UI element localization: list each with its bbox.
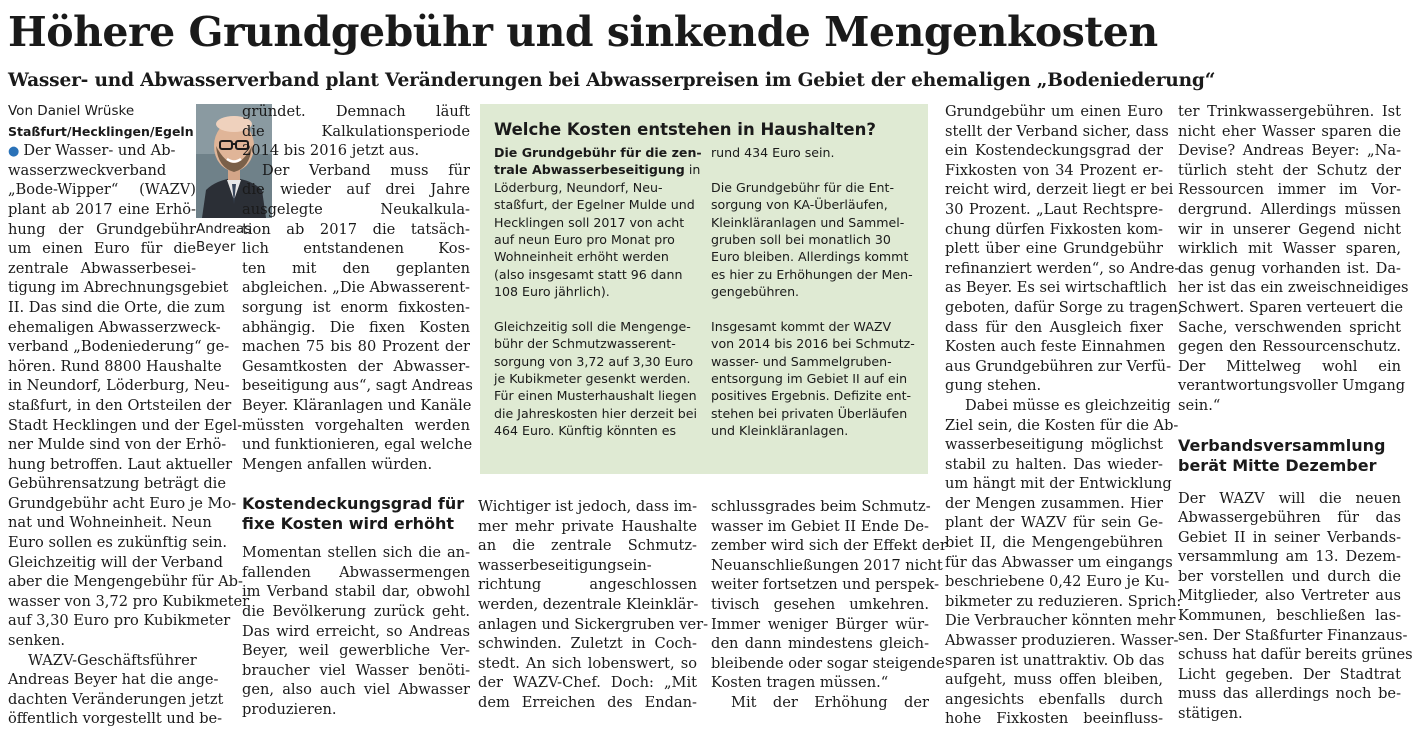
text-line: Sache, verschwenden spricht [1178, 318, 1401, 336]
text-line: Mengen anfallen würden. [242, 455, 433, 473]
text-line: Das wird erreicht, so Andreas [242, 622, 470, 640]
text-line: den dann mindestens gleich- [711, 635, 929, 653]
text-line: türlich steht der Schutz der [1178, 161, 1401, 179]
text-line: gengebühren. [711, 284, 800, 300]
text-line: Euro bleiben. Allerdings kommt [711, 249, 909, 265]
text-line: müssten vorgehalten werden [242, 416, 470, 434]
text-line: stabil zu halten. Das wieder- [945, 455, 1163, 473]
text-line: wasser- und Sammelgruben- [711, 353, 892, 369]
text-line: (also insgesamt statt 96 dann [494, 266, 683, 282]
text-line: die Bevölkerung zurück geht. [242, 603, 470, 621]
text-line: stedt. An sich lobenswert, so [478, 654, 697, 672]
text-line: ber vorstellen und durch die [1178, 567, 1401, 585]
text-line: um hängt mit der Entwicklung [945, 475, 1172, 493]
text-line: und Kleinkläranlagen. [711, 423, 849, 439]
text-line: stehen bei privaten Überläufen [711, 405, 908, 421]
text-line: stätigen. [1178, 705, 1243, 723]
text-line: Abwassergebühren für das [1178, 509, 1401, 527]
text-line: wasser im Gebiet II Ende De- [711, 517, 929, 535]
text-line: Kosten auch feste Einnahmen [945, 338, 1166, 356]
text-line: zentrale Abwasserbesei- [8, 259, 196, 277]
text-line: Für einen Musterhaushalt liegen [494, 388, 697, 404]
text-line: ● Der Wasser- und Ab- [8, 142, 176, 160]
text-line: wirklich mit Wasser sparen, [1178, 240, 1401, 258]
text-line: tion ab 2017 die tatsäch- [242, 220, 470, 238]
text-line: Gebiet II in seiner Verbands- [1178, 528, 1401, 546]
text-line: 2014 bis 2016 jetzt aus. [242, 142, 420, 160]
text-line: reicht wird, derzeit liegt er bei [945, 181, 1174, 199]
section-heading-1b: fixe Kosten wird erhöht [242, 514, 455, 534]
photo-caption: Andreas Beyer [196, 221, 252, 255]
text-line: verantwortungsvoller Umgang [1178, 377, 1406, 395]
text-line: die wieder auf drei Jahre [242, 181, 470, 199]
text-line: her ist das ein zweischneidiges [1178, 279, 1409, 297]
text-line: bikmeter zu reduzieren. Sprich: [945, 592, 1182, 610]
column-5 [945, 102, 1183, 728]
text-line: Beyer, weil gewerbliche Ver- [242, 642, 470, 660]
text-line: rund 434 Euro sein. [711, 145, 835, 160]
text-line: refinanziert werden“, so Andre- [945, 259, 1180, 277]
text-line: ter Trinkwassergebühren. Ist [1178, 103, 1401, 120]
bullet-icon: ● [8, 144, 20, 160]
text-line: plant der WAZV für sein Ge- [945, 514, 1163, 532]
text-line: aber die Mengengebühr für Ab- [8, 573, 243, 591]
text-line: auf neun Euro pro Monat pro [494, 231, 675, 247]
text-line: 464 Euro. Künftig könnten es [494, 423, 677, 439]
text-line: ner Mulde sind von der Erhö- [8, 436, 227, 454]
text-line: hung der Grundgebühr [8, 220, 196, 238]
text-line: sorgung ist enorm fixkosten- [242, 298, 470, 316]
text-line: es hier zu Erhöhungen der Men- [711, 266, 913, 282]
text-line: ten mit den geplanten [242, 259, 470, 277]
text-line: Die Verbraucher könnten mehr [945, 612, 1176, 630]
text-line: Der Mittelweg wohl ein [1178, 357, 1401, 375]
text-line: II. Das sind die Orte, die zum [8, 298, 226, 316]
text-line: Die Grundgebühr für die Ent- [711, 179, 894, 195]
text-line: Löderburg, Neundorf, Neu- [494, 179, 663, 195]
text-line: auf 3,30 Euro pro Kubikmeter [8, 612, 231, 630]
text-line: die Kalkulationsperiode [242, 122, 470, 140]
text-line: Licht gegeben. Der Stadtrat [1178, 665, 1401, 683]
text-line: das genug vorhanden ist. Da- [1178, 259, 1401, 277]
text-line: verband „Bodeniederung“ ge- [8, 338, 230, 356]
text-line: staßfurt, der Egelner Mulde und [494, 197, 695, 213]
text-line: in Neundorf, Löderburg, Neu- [8, 377, 230, 395]
text-line: schwinden. Zuletzt in Coch- [478, 635, 697, 653]
text-line: chung dürfen Fixkosten kom- [945, 220, 1163, 238]
text-line: weiter fortsetzen und perspek- [711, 576, 940, 594]
text-line: 30 Prozent. „Laut Rechtspre- [945, 200, 1163, 218]
text-line: nicht eher Wasser sparen die [1178, 122, 1401, 140]
text-line: Kommunen, beschließen las- [1178, 607, 1401, 625]
text-line: die Jahreskosten hier derzeit bei [494, 405, 698, 421]
text-line: anlagen und Sickergruben ver- [478, 615, 709, 633]
text-line: hohe Fixkosten beeinfluss- [945, 710, 1163, 728]
text-line: ehemaligen Abwasserzweck- [8, 318, 221, 336]
text-line: Beyer. Kläranlagen und Kanäle [242, 396, 472, 414]
text-line: as Beyer. Es sei wirtschaftlich [945, 279, 1167, 297]
text-line: Kosten tragen müssen.“ [711, 674, 889, 692]
text-line: bleibende oder sogar steigende [711, 654, 945, 672]
text-line: um einen Euro für die [8, 240, 196, 258]
text-line: „Bode-Wipper“ (WAZV) [8, 181, 196, 199]
text-line: machen 75 bis 80 Prozent der [242, 338, 470, 356]
text-line: Mitglieder, also Vertreter aus [1178, 587, 1401, 605]
subheadline: Wasser- und Abwasserverband plant Veränderungen bei Abwasserpreisen im Gebiet der ehemaligen „Bodeniederung“ [8, 70, 1216, 91]
text-line: für das Abwasser um eingangs [945, 553, 1173, 571]
text-line: positives Ergebnis. Defizite ent- [711, 388, 912, 404]
text-line: fallenden Abwassermengen [242, 563, 470, 581]
text-line: Schwert. Sparen verteuert die [1178, 298, 1404, 316]
text-line: sen. Der Staßfurter Finanzaus- [1178, 626, 1408, 644]
text-line: Devise? Andreas Beyer: „Na- [1178, 142, 1401, 160]
text-line: Immer weniger Bürger wür- [711, 615, 929, 633]
text-line: biet II, die Mengengebühren [945, 534, 1163, 552]
column-1-text [8, 141, 250, 729]
column-2 [242, 102, 473, 720]
info-box-left: Die Grundgebühr für die zen- trale Abwasserbeseitigung in Löderburg, Neundorf, Neu- staßfurt, der Egelner Mulde und Hecklingen soll 2017 von acht auf neun Euro pro Monat pro Wohneinheit erhöht werden (also insgesamt statt 96 dann 108 Euro jährlich). Gleichzeitig soll die Mengenge- bühr der Schmutzwasserent- sorgung von 3,72 auf 3,30 Euro je Kubikmeter gesenkt werden. Für einen Musterhaushalt liegen die Jahreskosten hier derzeit bei 464 Euro. Künftig könnten es [494, 145, 702, 439]
text-line: Hecklingen soll 2017 von acht [494, 214, 685, 230]
text-line: lich entstandenen Kos- [242, 240, 470, 258]
text-line: abgleichen. „Die Abwasserent- [242, 279, 470, 297]
text-line: Der WAZV will die neuen [1178, 489, 1401, 507]
location-byline: Staßfurt/Hecklingen/Egeln [8, 123, 194, 139]
text-line: Ziel sein, die Kosten für die Ab- [945, 416, 1179, 434]
text-line: dergrund. Allerdings müssen [1178, 200, 1401, 218]
text-line: Wichtiger ist jedoch, dass im- [478, 498, 698, 515]
text-line: bühr der Schmutzwasserent- [494, 336, 676, 352]
text-line: wasserbeseitigung möglichst [945, 436, 1163, 454]
text-line: wasserbeseitigungsein- [478, 556, 652, 574]
text-line: entsorgung im Gebiet II auf ein [711, 371, 908, 387]
text-line: abhängig. Die fixen Kosten [242, 318, 470, 336]
text-line: versammlung am 13. Dezem- [1178, 548, 1401, 566]
text-line: 108 Euro jährlich). [494, 284, 610, 300]
text-line: senken. [8, 632, 66, 650]
text-line: sorgung von 3,72 auf 3,30 Euro [494, 353, 694, 369]
text-line: tivisch gesehen umkehren. [711, 595, 929, 613]
text-line: aus Grundgebühren zur Verfü- [945, 357, 1172, 375]
text-line: Abwasser produzieren. Wasser- [945, 632, 1179, 650]
column-4 [711, 497, 947, 720]
text-line: dachten Veränderungen jetzt [8, 690, 224, 708]
text-line: produzieren. [242, 701, 337, 719]
text-line: hören. Rund 8800 Haushalte [8, 357, 222, 375]
text-line: nat und Wohneinheit. Neun [8, 514, 212, 532]
text-line: dass für den Ausgleich fixer [945, 318, 1163, 336]
text-line: gen, also auch viel Abwasser [242, 681, 470, 699]
text-line: öffentlich vorgestellt und be- [8, 710, 223, 728]
text-line: sein.“ [1178, 396, 1221, 414]
text-line: an die zentrale Schmutz- [478, 537, 697, 555]
section-heading-2: Verbandsversammlung [1178, 435, 1386, 455]
text-line: richtung angeschlossen [478, 576, 697, 594]
text-line: sparen ist unattraktiv. Ob das [945, 651, 1165, 669]
text-line: stellt der Verband sicher, dass [945, 122, 1169, 140]
text-line: gung stehen. [945, 377, 1042, 395]
text-line: Grundgebühr um einen Euro [945, 103, 1163, 120]
text-line [711, 301, 917, 318]
text-line: staßfurt, in den Ortsteilen der [8, 396, 232, 414]
text-line: gründet. Demnach läuft [242, 103, 470, 120]
text-line: je Kubikmeter gesenkt werden. [494, 371, 691, 387]
section-heading-2b: berät Mitte Dezember [1178, 455, 1377, 475]
text-line: gegen den Ressourcenschutz. [1178, 338, 1401, 356]
text-line: Dabei müsse es gleichzeitig [965, 396, 1171, 414]
text-line [494, 301, 694, 318]
text-line: der WAZV-Chef. Doch: „Mit [478, 674, 697, 692]
text-line: Ressourcen immer im Vor- [1178, 181, 1401, 199]
column-3 [478, 497, 709, 720]
text-line: muss das allerdings noch be- [1178, 685, 1401, 703]
text-line: angesichts ebenfalls durch [945, 690, 1163, 708]
text-line: schlussgrades beim Schmutz- [711, 498, 931, 515]
info-box-title: Welche Kosten entstehen in Haushalten? [494, 120, 876, 139]
text-line: braucher viel Wasser benöti- [242, 661, 470, 679]
text-line: Andreas Beyer hat die ange- [8, 671, 219, 689]
text-line: der Mengen zusammen. Hier [945, 494, 1163, 512]
text-line: WAZV-Geschäftsführer [28, 651, 197, 669]
text-line: Mit der Erhöhung der [731, 693, 929, 711]
text-line: Stadt Hecklingen und der Egel- [8, 416, 243, 434]
text-line: Fixkosten von 34 Prozent er- [945, 161, 1163, 179]
text-line: dem Erreichen des Endan- [478, 693, 697, 711]
text-line: Momentan stellen sich die an- [242, 544, 470, 562]
text-line: zember wird sich der Effekt der [711, 537, 947, 555]
text-line [711, 161, 917, 178]
text-line: Kleinkläranlagen und Sammel- [711, 214, 905, 230]
text-line: Gesamtkosten der Abwasser- [242, 357, 470, 375]
column-6 [1178, 102, 1413, 723]
author-byline: Von Daniel Wrüske [8, 103, 135, 119]
text-line: Wohneinheit erhöht werden [494, 249, 669, 265]
text-line: plant ab 2017 eine Erhö- [8, 200, 196, 218]
text-line: mer mehr private Haushalte [478, 517, 697, 535]
text-line: gruben soll bei monatlich 30 [711, 231, 891, 247]
text-line: Der Verband muss für [262, 161, 470, 179]
text-line: wasserzweckverband [8, 161, 167, 179]
text-line: aufgeht, muss offen bleiben, [945, 671, 1163, 689]
column-1 [8, 102, 250, 728]
text-line: beschriebene 0,42 Euro je Ku- [945, 573, 1170, 591]
headline: Höhere Grundgebühr und sinkende Mengenkosten [8, 8, 1158, 56]
text-line: werden, dezentrale Kleinklär- [478, 595, 699, 613]
text-line: Grundgebühr acht Euro je Mo- [8, 494, 237, 512]
text-line: im Verband stabil dar, obwohl [242, 583, 470, 601]
text-line: ausgelegte Neukalkula- [242, 200, 470, 218]
text-line: beseitigung aus“, sagt Andreas [242, 377, 473, 395]
text-line: schuss hat dafür bereits grünes [1178, 646, 1413, 664]
column-2-text-b [242, 543, 470, 719]
text-line: hung betroffen. Laut aktueller [8, 455, 233, 473]
text-line: und funktionieren, egal welche [242, 436, 473, 454]
text-line: ein Kostendeckungsgrad der [945, 142, 1163, 160]
text-line: Insgesamt kommt der WAZV [711, 318, 892, 334]
text-line: Gleichzeitig soll die Mengenge- [494, 318, 691, 334]
text-line: Neuanschließungen 2017 nicht [711, 556, 943, 574]
section-heading-1: Kostendeckungsgrad für [242, 494, 465, 514]
text-line: wasser von 3,72 pro Kubikmeter [8, 592, 250, 610]
text-line: von 2014 bis 2016 bei Schmutz- [711, 336, 915, 352]
column-2-text-a [242, 102, 473, 474]
info-box-right [711, 144, 917, 472]
text-line: plett über eine Grundgebühr [945, 240, 1163, 258]
text-line: Gebührensatzung beträgt die [8, 475, 226, 493]
text-line: tigung im Abrechnungsgebiet [8, 279, 229, 297]
text-line: wir in unserer Gegend nicht [1178, 220, 1401, 238]
text-line: sorgung von KA-Überläufen, [711, 197, 888, 213]
text-line: Euro sollen es zukünftig sein. [8, 534, 227, 552]
text-line: Gleichzeitig will der Verband [8, 553, 224, 571]
text-line: geboten, dafür Sorge zu tragen, [945, 298, 1183, 316]
